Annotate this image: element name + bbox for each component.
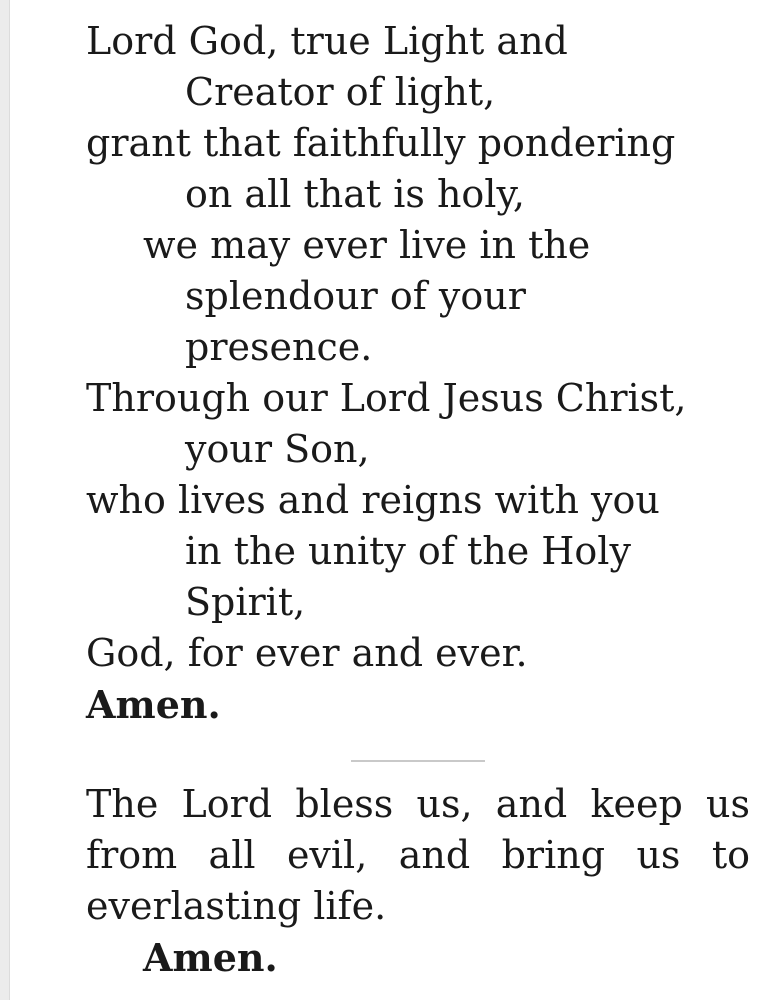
prayer-line: Lord God, true Light and — [86, 19, 568, 63]
prayer-line: Through our Lord Jesus Christ, — [86, 376, 687, 420]
prayer-line: who lives and reigns with you — [86, 478, 660, 522]
prayer-line: God, for ever and ever. — [86, 631, 528, 675]
blessing-text: The Lord bless us, and keep us from all evil, and bring us to everlasting life. — [86, 782, 750, 928]
blessing-amen: Amen. — [143, 935, 278, 980]
prayer-line: grant that faithfully pondering — [86, 121, 676, 165]
prayer-text-page — [86, 16, 750, 983]
prayer-line: presence. — [185, 325, 373, 369]
prayer-line: splendour of your — [185, 274, 526, 318]
page-left-edge — [0, 0, 10, 1000]
prayer-line: your Son, — [185, 427, 370, 471]
section-divider — [351, 760, 485, 762]
prayer-amen: Amen. — [86, 682, 221, 727]
prayer-line: Creator of light, — [185, 70, 496, 114]
prayer-line: we may ever live in the — [143, 223, 591, 267]
prayer-line: Spirit, — [185, 580, 306, 624]
prayer-line: on all that is holy, — [185, 172, 525, 216]
prayer-line: in the unity of the Holy — [185, 529, 631, 573]
